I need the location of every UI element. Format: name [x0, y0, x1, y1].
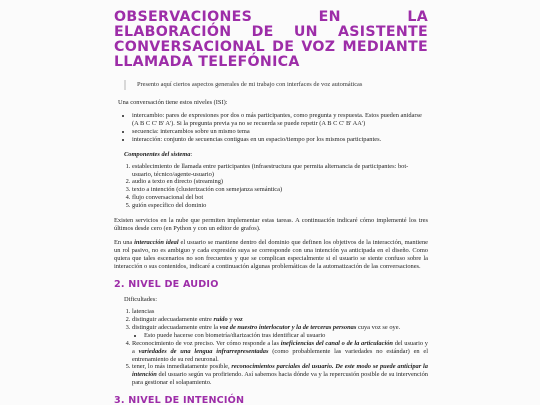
emphasis: variedades de una lengua infrarrepresentadas	[138, 347, 269, 355]
components-list	[114, 163, 428, 210]
section-heading-intent: 3. NIVEL DE INTENCIÓN	[114, 395, 245, 405]
list-item	[132, 324, 428, 340]
ideal-interaction-paragraph	[114, 239, 428, 271]
services-paragraph: Existen servicios en la nube que permiten implementar estas tareas. A continuación indicaré cómo implementé los tres últimos desde cero (en Python y con un editor de grafos).	[114, 217, 428, 233]
list-item: 1. latencias	[132, 308, 428, 316]
list-item	[132, 316, 428, 324]
text-run: el usuario se mantiene dentro del dominio que definen los objetivos de la interacción, mantiene un rol pasivo, no es ambiguo y cada expresión suya se corresponde con una intención ya anticipada en el diseño. Como quiera que tales escenarios no son frecuentes y que se complican especialmente si el usuario se siente confuso sobre la interacción o sus contenidos, indicaré a continuación algunas problemáticas de la automatización de las conversaciones.	[114, 239, 428, 271]
emphasis: reconocimientos parciales del usuario. De este modo se puede anticipar la intención	[132, 363, 428, 379]
emphasis: interacción ideal	[134, 239, 179, 247]
list-item: 2. audio a texto en directo (streaming)	[132, 178, 428, 186]
components-title: Componentes del sistema	[124, 150, 191, 158]
page-title: OBSERVACIONES EN LA ELABORACIÓN DE UN ASISTENTE CONVERSACIONAL DE VOZ MEDIANTE LLAMADA TELEFÓNICA	[114, 9, 428, 70]
text-run: del usuario según va profiriendo. Así sabemos hacia dónde va y la repercusión posible de su intervención para gestionar el solapamiento.	[132, 371, 428, 387]
sub-list	[132, 332, 428, 340]
section-heading-audio: 2. NIVEL DE AUDIO	[114, 279, 219, 291]
list-item: 4. flujo conversacional del bot	[132, 194, 428, 202]
levels-list	[114, 112, 428, 144]
list-item: • interacción: conjunto de secuencias contiguas en un espacio/tiempo por los mismos participantes.	[132, 136, 428, 144]
emphasis: ineficiencias del canal o de la articulación	[280, 339, 393, 347]
list-item: • intercambio: pares de expresiones por dos o más participantes, como pregunta y respuesta. Estos pueden anidarse (A B C C' B' A'). Si la pregunta previa ya no se recuerda se puede repetir (A B C C' B' AA')	[132, 112, 428, 128]
intro-blockquote: Presento aquí ciertos aspectos generales de mi trabajo con interfaces de voz automáticas	[124, 80, 428, 90]
text-run: (como probablemente las variedades no estándar) en el entrenamiento de su red neuronal.	[132, 347, 429, 363]
text-run: del usuario y a	[132, 339, 428, 355]
list-item	[132, 340, 428, 364]
text-run: distinguir adecuadamente entre la	[132, 323, 220, 331]
difficulties-list	[114, 308, 428, 387]
list-item: 3. texto a intención (clusterización con semejanza semántica)	[132, 186, 428, 194]
text-run: cuya voz se oye.	[356, 323, 401, 331]
difficulties-label: Dificultades:	[124, 296, 158, 304]
emphasis: ruido	[213, 315, 228, 323]
components-heading: Componentes del sistema:	[124, 150, 193, 158]
text-run: En una	[114, 239, 135, 247]
text-run: tener, lo más inmediatamente posible,	[132, 363, 232, 371]
text-run: Reconocimiento de voz preciso. Ver cómo responde a las	[132, 339, 281, 347]
list-item: 1. establecimiento de llamada entre participantes (infraestructura que permita alternancia de participantes: bot-usuario, técnico/agente-usuario)	[132, 163, 428, 179]
list-item: 5. guión específico del dominio	[132, 202, 428, 210]
list-item: • secuencia: intercambios sobre un mismo tema	[132, 128, 428, 136]
emphasis: voz	[234, 315, 243, 323]
text-run: distinguir adecuadamente entre	[132, 315, 214, 323]
levels-intro: Una conversación tiene estos niveles (ISI):	[118, 99, 228, 106]
text-run: y	[227, 315, 235, 323]
list-item: • Esto puede hacerse con biometría/diarización tras identificar al usuario	[144, 332, 428, 340]
emphasis: voz de nuestro interlocutor y la de terceras personas	[219, 323, 357, 331]
list-item	[132, 363, 428, 387]
